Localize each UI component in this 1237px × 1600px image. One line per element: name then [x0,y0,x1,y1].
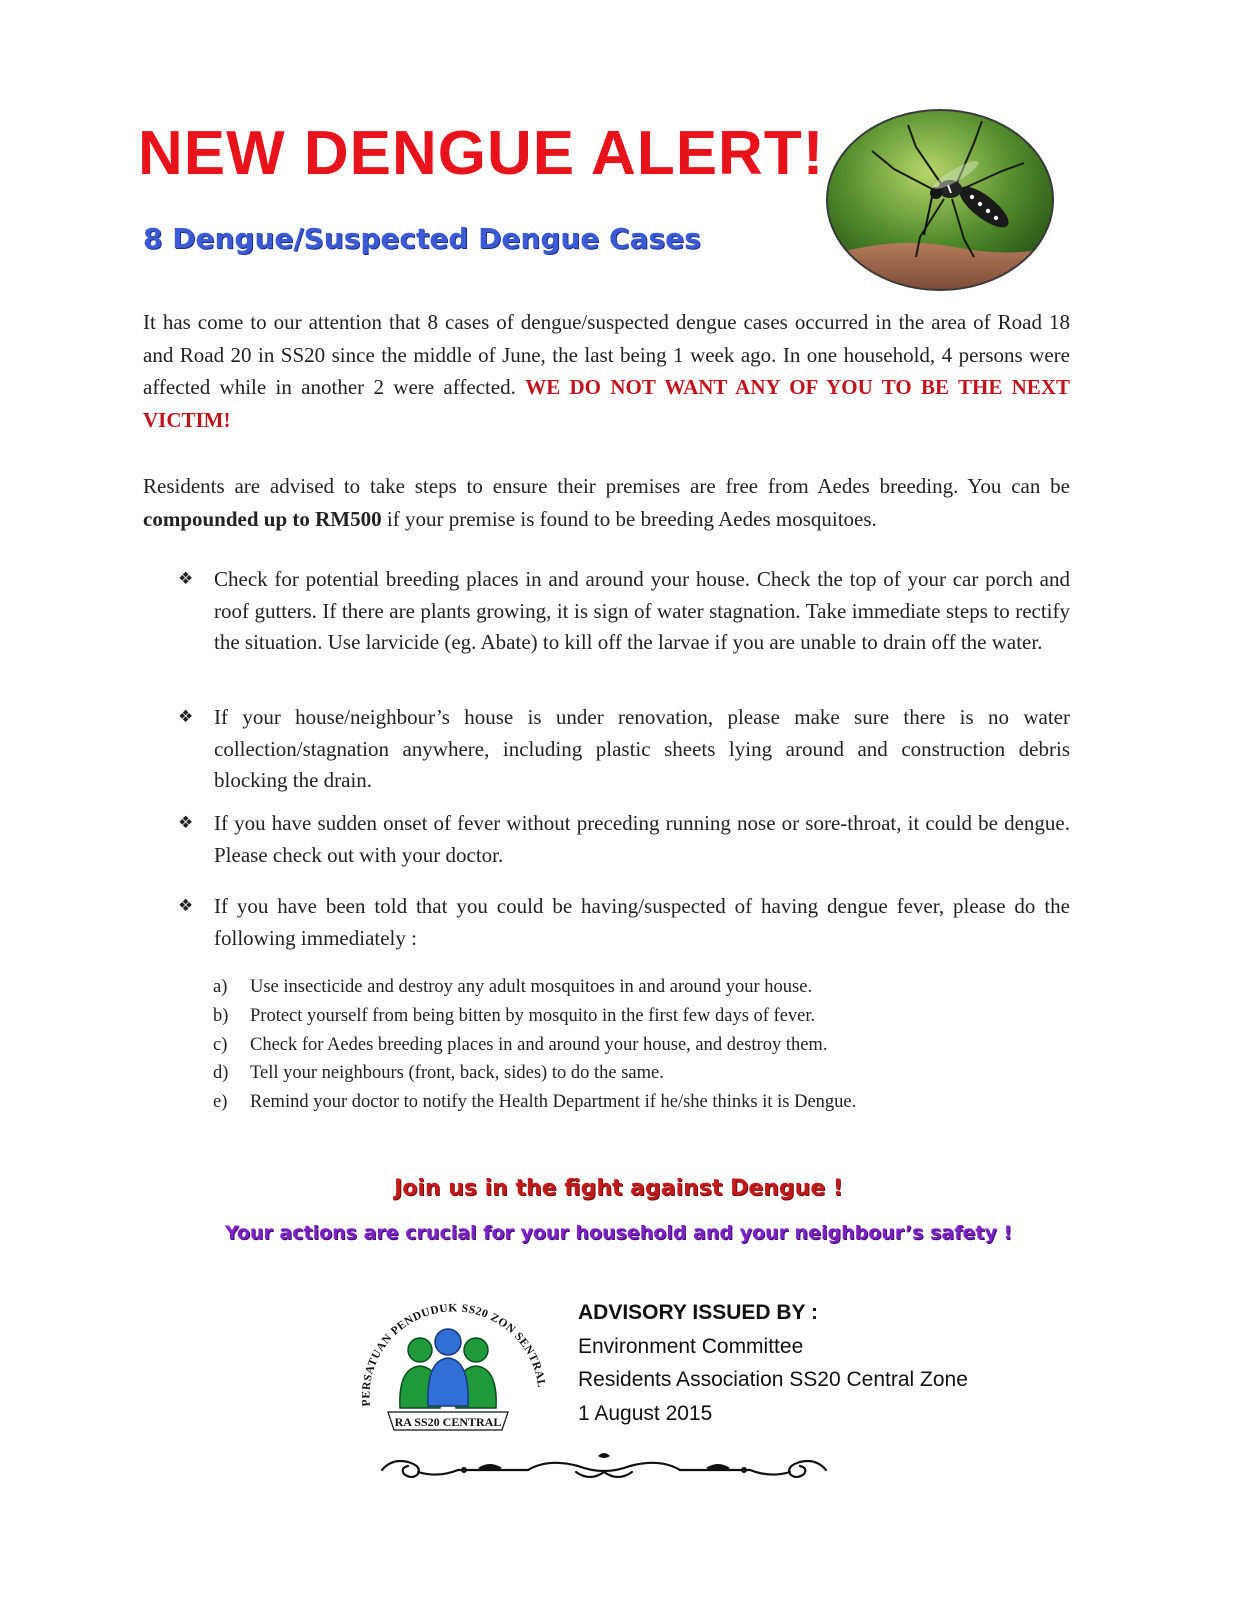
step-text: Use insecticide and destroy any adult mosquitoes in and around your house. [250,977,813,997]
advice-fine: compounded up to RM500 [143,506,382,531]
bullet-text: If you have sudden onset of fever without preceding running nose or sore-throat, it could be dengue. Please check out with your doctor. [214,811,1070,867]
bullet-item [178,564,1070,659]
step-text: Remind your doctor to notify the Health Department if he/she thinks it is Dengue. [250,1092,857,1113]
logo-banner: RA SS20 CENTRAL [394,1415,502,1429]
advice-text-before: Residents are advised to take steps to ensure their premises are free from Aedes breeding. You can be [143,474,1070,498]
step-letter: e) [213,1092,228,1113]
diamond-bullet-icon: ❖ [178,707,194,727]
step-letter: b) [213,1005,229,1026]
step-letter: d) [213,1063,229,1084]
list-item [213,1088,1033,1117]
bullet-text: If you have been told that you could be having/suspected of having dengue fever, please do the following immediately : [214,894,1070,950]
steps-list [213,973,1033,1117]
advisory-association: Residents Association SS20 Central Zone [578,1368,968,1392]
advice-text-after: if your premise is found to be breeding Aedes mosquitoes. [381,506,877,531]
association-logo [348,1288,548,1438]
intro-warning: WE DO NOT WANT ANY OF YOU TO BE THE NEXT VICTIM! [143,375,1070,432]
page-subtitle: 8 Dengue/Suspected Dengue Cases [143,222,701,255]
list-item [213,1059,1033,1088]
logo-arc-text: PERSATUAN PENDUDUK SS20 ZON SENTRAL [360,1302,548,1407]
mosquito-photo [824,107,1056,293]
bullet-item [178,702,1070,797]
advice-paragraph [143,470,1070,535]
people-icon [400,1329,496,1408]
step-text: Check for Aedes breeding places in and around your house, and destroy them. [250,1034,828,1055]
list-item [213,1002,1033,1031]
diamond-bullet-icon: ❖ [178,896,194,916]
step-letter: c) [213,1034,228,1055]
advisory-block [578,1296,968,1431]
list-item [213,1031,1033,1060]
page-title: NEW DENGUE ALERT! [138,119,825,188]
join-slogan: Join us in the fight against Dengue ! [394,1176,843,1201]
ornamental-divider [378,1448,830,1488]
list-item [213,973,1033,1002]
diamond-bullet-icon: ❖ [178,569,194,589]
bullet-item [178,891,1070,954]
advisory-heading: ADVISORY ISSUED BY : [578,1301,819,1324]
bullet-text: If your house/neighbour’s house is under renovation, please make sure there is no water collection/stagnation anywhere, including plastic sheets lying around and construction debris blocking the drain. [214,705,1070,792]
bullet-text: Check for potential breeding places in and around your house. Check the top of your car porch and roof gutters. If there are plants growing, it is sign of water stagnation. Take immediate steps to rectify the situation. Use larvicide (eg. Abate) to kill off the larvae if you are unable to drain off the water. [214,567,1070,654]
bullet-item [178,808,1070,871]
diamond-bullet-icon: ❖ [178,813,194,833]
advisory-date: 1 August 2015 [578,1402,713,1426]
step-letter: a) [213,977,228,997]
step-text: Tell your neighbours (front, back, sides) to do the same. [250,1063,664,1084]
step-text: Protect yourself from being bitten by mosquito in the first few days of fever. [250,1005,816,1026]
intro-paragraph [143,306,1070,436]
advisory-committee: Environment Committee [578,1334,804,1358]
actions-slogan: Your actions are crucial for your household and your neighbour’s safety ! [224,1222,1013,1244]
intro-text: It has come to our attention that 8 cases of dengue/suspected dengue cases occurred in the area of Road 18 and Road 20 in SS20 since the middle of June, the last being 1 week ago. In one household, 4 persons were affected while in another 2 were affected. [143,310,1070,399]
